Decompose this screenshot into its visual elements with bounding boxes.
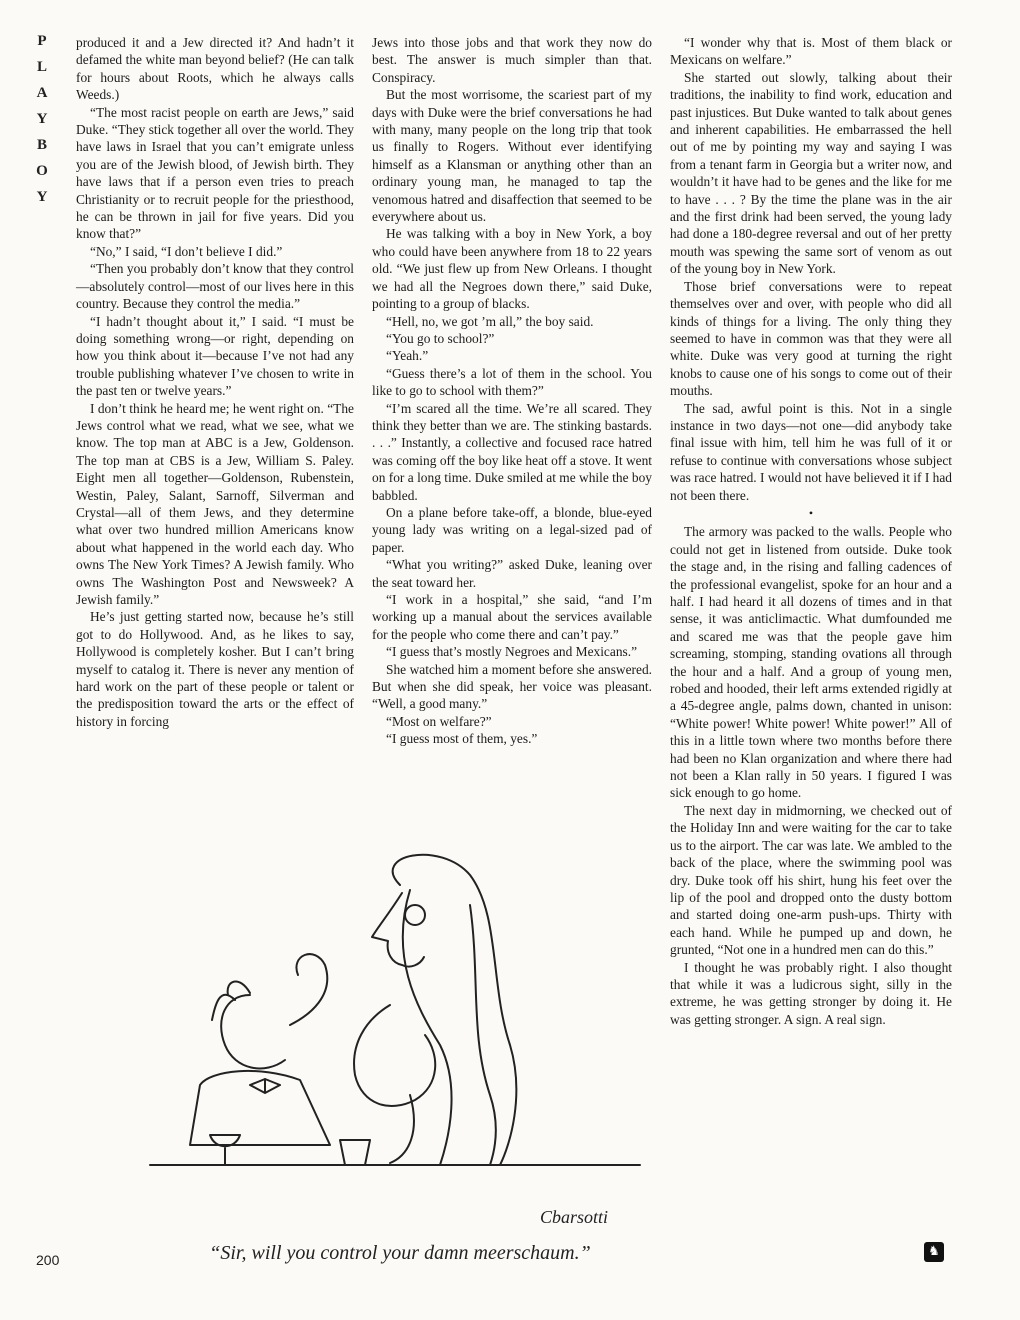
- article-column-3: [670, 34, 952, 1028]
- man-head: [221, 995, 285, 1068]
- paragraph: “Hell, no, we got ’m all,” the boy said.: [386, 313, 594, 329]
- paragraph: He’s just getting started now, because he’s still got to do Hollywood. And, as he likes to say, Hollywood is completely kosher. But I can’t bring myself to catalog it. There is never any mention of hard work on the part of these people or talent or the predisposition toward the arts or the effect of history in forcing: [76, 609, 354, 729]
- woman-hair-strand: [403, 890, 452, 1165]
- paragraph: “What you writing?” asked Duke, leaning over the seat toward her.: [372, 557, 652, 590]
- paragraph: I thought he was probably right. I also thought that while it was a ludicrous sight, silly in the extreme, he was getting stronger by doing it. He was getting stronger. A sign. A real sign.: [670, 959, 952, 1027]
- cartoon-caption: “Sir, will you control your damn meerschaum.”: [209, 1242, 591, 1264]
- paragraph: The sad, awful point is this. Not in a single instance in two days—not one—did anybody take final issue with him, tell him he was full of it or refuse to continue with conversations whose subject was race hatred. I would not have believed it if I had not been there.: [670, 400, 952, 503]
- man-pipe: [290, 954, 327, 1025]
- paragraph: Those brief conversations were to repeat themselves over and over, with people who did all kinds of things for a living. The only thing they seemed to have in common was that they were all white. Duke was very good at turning the right knobs to cause one of his songs to come out of their mouths.: [670, 278, 952, 399]
- paragraph: “I guess that’s mostly Negroes and Mexicans.”: [386, 644, 638, 660]
- page-number: 200: [36, 1252, 60, 1268]
- man-bowtie: [250, 1079, 280, 1093]
- running-head-letter: O: [36, 163, 48, 179]
- article-column-2: [372, 34, 652, 748]
- running-head-letter: P: [37, 33, 47, 49]
- cartoon-illustration: [140, 845, 660, 1235]
- paragraph: “I work in a hospital,” she said, “and I’m working up a manual about the services available for the people who come there and can’t pay.”: [372, 592, 652, 642]
- paragraph: “The most racist people on earth are Jews,” said Duke. “They stick together all over the world. They have laws in Israel that you can’t emigrate unless you are of the Jewish blood, of Jewish birth. They have laws that if a person even tries to preach Christianity or to recruit people for the priesthood, he can be thrown in jail for five years. Did you know that?”: [76, 104, 354, 242]
- woman-hair: [393, 855, 517, 1165]
- running-head-letter: A: [36, 85, 48, 101]
- paragraph: “No,” I said, “I don’t believe I did.”: [90, 243, 283, 259]
- paragraph: produced it and a Jew directed it? And hadn’t it defamed the white man beyond belief? (He can talk for hours about Roots, which he always calls Weeds.): [76, 35, 354, 103]
- paragraph: “You go to school?”: [386, 330, 495, 346]
- paragraph: “Most on welfare?”: [386, 713, 492, 729]
- paragraph: “I guess most of them, yes.”: [386, 731, 538, 747]
- running-head-letter: Y: [36, 189, 48, 205]
- article-column-1: [76, 34, 354, 730]
- woman-glasses: [405, 905, 425, 925]
- running-head-letter: B: [36, 137, 47, 153]
- section-break: •: [808, 505, 814, 520]
- running-head: [30, 28, 54, 210]
- paragraph: “I wonder why that is. Most of them black or Mexicans on welfare.”: [670, 35, 952, 68]
- running-head-letter: Y: [36, 111, 48, 127]
- paragraph: Jews into those jobs and that work they now do best. The answer is much simpler than that. Conspiracy.: [372, 35, 652, 85]
- paragraph: “Yeah.”: [386, 348, 429, 364]
- cartoon-signature: Cbarsotti: [540, 1207, 609, 1227]
- woman-face: [372, 893, 424, 967]
- paragraph: I don’t think he heard me; he went right on. “The Jews control what we read, what we see, what we know. The top man at ABC is a Jew, Goldenson. The top man at CBS is a Jew, William S. Paley. Eight men all together—Goldenson, Rubenstein, Westin, Paley, Salant, Sarnoff, Silverman and Crystal—all of them Jews, and they determine what over two hundred million Americans know about what happened in the world each day. Who owns The New York Times? A Jewish family. Who owns The Washington Post and Newsweek? A Jewish family.”: [76, 400, 354, 607]
- paragraph: He was talking with a boy in New York, a boy who could have been anywhere from 18 to 22 years old. “We just flew up from New Orleans. I thought we had all the Negroes down there,” said Duke, pointing to a group of blacks.: [372, 226, 652, 312]
- paragraph: “Guess there’s a lot of them in the school. You like to go to school with them?”: [372, 365, 652, 399]
- paragraph: She started out slowly, talking about their traditions, the inability to find work, education and past injustices. But Duke wanted to talk about genes and inherent capabilities. He embarrassed the hell out of me by pointing my way and saying I was from a tenant farm in Georgia but a writer now, and wouldn’t it have had to be genes and the like for me to have . . . ? By the time the plane was in the air and the first drink had been served, the young lady had done a 180-degree reversal and out of her pretty mouth was spewing the same sort of venom as out of the young boy in New York.: [670, 69, 952, 277]
- woman-body: [354, 1005, 435, 1106]
- paragraph: The next day in midmorning, we checked out of the Holiday Inn and were waiting for the car to take us to the airport. The car was late. We ambled to the back of the place, where the swimming pool was dry. Duke took off his shirt, hung his feet over the lip of the pool and dropped onto the dusty bottom and started doing one-arm push-ups. Thirty with each hand. While he pumped up and down, he grunted, “Not one in a hundred men can do this.”: [670, 802, 952, 958]
- end-mark-icon: ♞: [924, 1242, 944, 1262]
- paragraph: On a plane before take-off, a blonde, blue-eyed young lady was writing on a legal-sized pad of paper.: [372, 504, 652, 555]
- drinking-glass: [340, 1140, 370, 1165]
- paragraph: “I hadn’t thought about it,” I said. “I must be doing something wrong—or right, depending on how you think about it—because I’ve not had any trouble publishing whatever I’ve chosen to write in the past ten or twelve years.”: [76, 313, 354, 399]
- running-head-letter: L: [36, 59, 47, 75]
- paragraph: The armory was packed to the walls. People who could not get in listened from outside. Duke took the stage and, in the rising and falling cadences of the professional evangelist, spoke for an hour and a half. I had heard it all dozens of times and in that sense, it was anticlimactic. What dumfounded me and scared me was that the people gave him screaming, stomping, standing ovations all through the hour and a half. And a group of young men, robed and hooded, their left arms extended rigidly at a 45-degree angle, palms down, chanted in unison: “White power! White power! White power!” All of this in a little town where two months before there had been no Klan organization and where there had not been a Klan rally in 50 years. I figured I was sick enough to go home.: [670, 524, 952, 801]
- paragraph: She watched him a moment before she answered. But when she did speak, her voice was pleasant. “Well, a good many.”: [372, 661, 652, 712]
- paragraph: But the most worrisome, the scariest part of my days with Duke were the brief conversations he had with many, many people on the long trip that took us finally to Rogers. Without ever identifying himself as a Klansman or anything other than an ordinary young man, he managed to tap the venomous hatred and disaffection that seemed to be everywhere about us.: [372, 87, 652, 225]
- paragraph: “I’m scared all the time. We’re all scared. They think they better than we are. The stinking bastards. . . .” Instantly, a collective and focused race hatred was coming off the boy like heat off a stove. It went on for a long time. Duke smiled at me while the boy babbled.: [372, 400, 652, 503]
- wine-glass: [210, 1135, 240, 1165]
- paragraph: “Then you probably don’t know that they control—absolutely control—most of our lives here in this country. Because they control the media.”: [76, 261, 354, 312]
